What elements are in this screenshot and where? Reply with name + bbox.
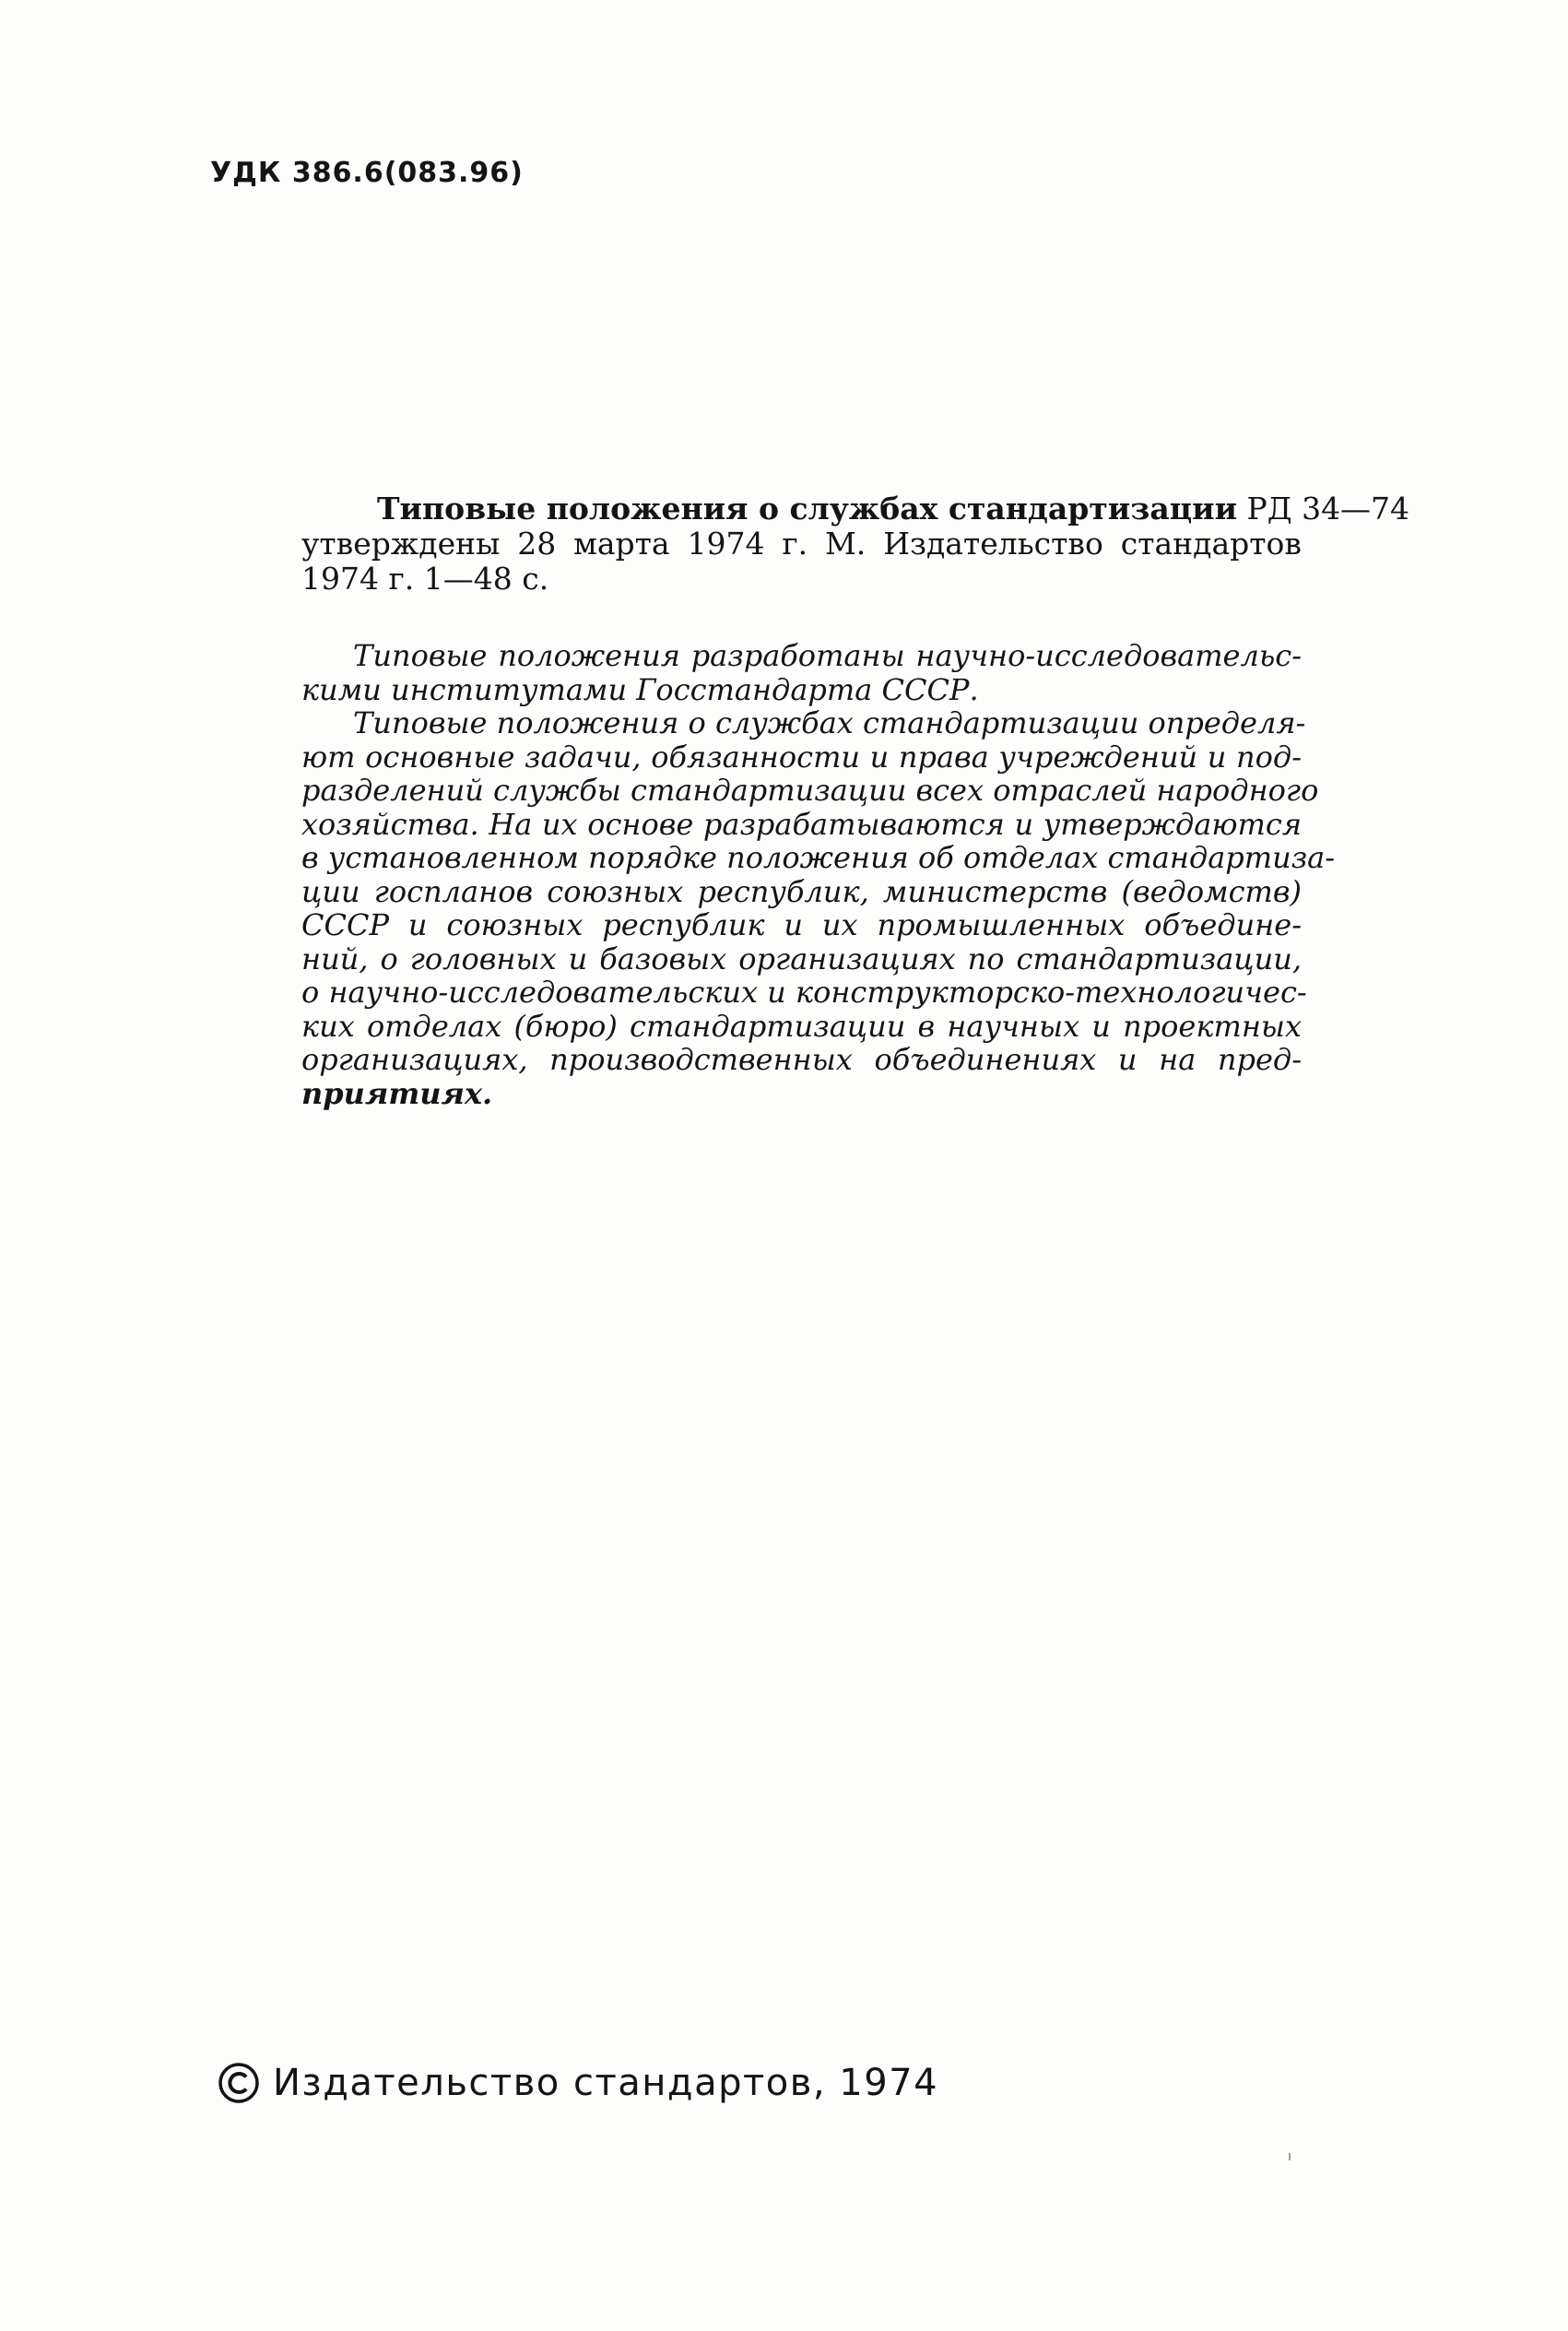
abstract-line: Типовые положения о службах стандартизации определя-	[353, 705, 1306, 740]
biblio-line-3: 1974 г. 1—48 с.	[301, 561, 549, 597]
abstract-line: ют основные задачи, обязанности и права учреждений и под-	[301, 739, 1302, 775]
copyright-notice	[218, 2062, 938, 2104]
abstract-line: организациях, производственных объединениях и на пред-	[301, 1042, 1302, 1077]
abstract-line: ний, о головных и базовых организациях по стандартизации,	[301, 941, 1302, 976]
copyright-text: Издательство стандартов, 1974	[273, 2062, 939, 2104]
abstract-line: ции госпланов союзных республик, министерств (ведомств)	[301, 873, 1302, 909]
abstract-line: хозяйства. На их основе разрабатываются и утверждаются	[301, 806, 1302, 842]
biblio-line-1	[301, 491, 1410, 527]
copyright-icon	[218, 2062, 260, 2104]
scan-speck	[1289, 2153, 1291, 2160]
abstract-line: разделений службы стандартизации всех отраслей народного	[301, 773, 1319, 808]
abstract-line: в установленном порядке положения об отделах стандартиза-	[301, 840, 1336, 875]
abstract-line: ких отделах (бюро) стандартизации в научных и проектных	[301, 1008, 1302, 1044]
document-code: РД 34—74	[1246, 491, 1410, 527]
biblio-line-2: утверждены 28 марта 1974 г. М. Издательство стандартов	[301, 526, 1302, 562]
udk-classification: УДК 386.6(083.96)	[210, 157, 524, 189]
abstract-line: кими институтами Госстандарта СССР.	[301, 671, 979, 707]
document-title: Типовые положения о службах стандартизации	[377, 491, 1238, 527]
abstract-line: о научно-исследовательских и конструкторско-технологичес-	[301, 975, 1307, 1010]
abstract-line: Типовые положения разработаны научно-исследовательс-	[353, 638, 1302, 673]
bibliographic-record	[301, 491, 1410, 597]
abstract-line: СССР и союзных республик и их промышленных объедине-	[301, 907, 1302, 942]
abstract-line: приятиях.	[301, 1075, 493, 1111]
abstract	[301, 638, 1336, 1111]
